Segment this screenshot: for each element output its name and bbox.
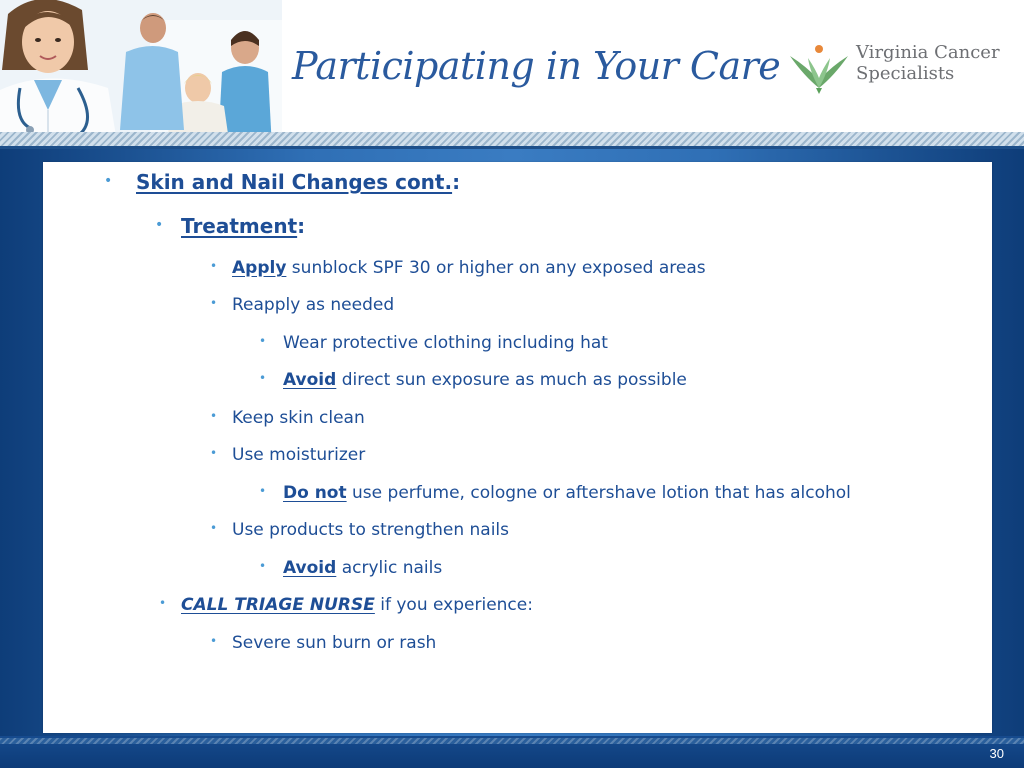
virginia-cancer-specialists-logo [786, 38, 1006, 98]
bullet-icon: • [155, 217, 164, 233]
bullet-icon: • [259, 559, 267, 573]
bullet-icon: • [104, 173, 113, 189]
bullet-icon: • [159, 596, 167, 610]
bullet-icon: • [259, 334, 267, 348]
reapply-text: Reapply as needed [232, 295, 395, 315]
bullet-icon: • [210, 296, 218, 310]
page-number: 30 [989, 746, 1004, 761]
logo-mark-icon [786, 38, 852, 98]
list-item [159, 595, 533, 615]
medical-staff-photo [0, 0, 282, 148]
list-item [104, 170, 461, 194]
slide-title: Participating in Your Care [292, 44, 781, 88]
logo-text [856, 42, 1000, 84]
list-item [259, 558, 443, 578]
call-triage-emphasis: CALL TRIAGE NURSE [181, 595, 375, 615]
bullet-icon: • [210, 446, 218, 460]
apply-text: sunblock SPF 30 or higher on any exposed areas [286, 258, 706, 278]
heading-colon: : [452, 170, 461, 194]
bullet-icon: • [210, 409, 218, 423]
keep-clean-text: Keep skin clean [232, 408, 365, 428]
bullet-icon: • [259, 371, 267, 385]
header-divider [0, 146, 1024, 149]
do-not-text: use perfume, cologne or aftershave lotion that has alcohol [346, 483, 851, 503]
list-item [259, 333, 608, 353]
products-text: Use products to strengthen nails [232, 520, 510, 540]
do-not-emphasis: Do not [283, 483, 347, 503]
apply-emphasis: Apply [232, 258, 287, 278]
list-item [259, 483, 851, 503]
bullet-icon: • [210, 259, 218, 273]
list-item [210, 520, 510, 540]
content-panel [43, 162, 992, 733]
list-item [155, 214, 306, 238]
avoid-text: acrylic nails [336, 558, 443, 578]
moisturizer-text: Use moisturizer [232, 445, 366, 465]
treatment-heading: Treatment [181, 214, 298, 238]
list-item [210, 408, 365, 428]
bullet-icon: • [259, 484, 267, 498]
call-triage-text: if you experience: [374, 595, 533, 615]
avoid-text: direct sun exposure as much as possible [336, 370, 687, 390]
bullet-icon: • [210, 521, 218, 535]
bullet-icon: • [210, 634, 218, 648]
avoid-emphasis: Avoid [283, 558, 337, 578]
footer-stripe [0, 738, 1024, 744]
wear-text: Wear protective clothing including hat [283, 333, 608, 353]
sunburn-text: Severe sun burn or rash [232, 633, 437, 653]
logo-line-2: Specialists [856, 63, 955, 84]
avoid-emphasis: Avoid [283, 370, 337, 390]
treatment-colon: : [297, 214, 306, 238]
list-item [259, 370, 687, 390]
list-item [210, 258, 706, 278]
list-item [210, 445, 366, 465]
header-photo [0, 0, 282, 148]
list-item [210, 295, 395, 315]
list-item [210, 633, 437, 653]
section-heading: Skin and Nail Changes cont. [136, 170, 453, 194]
logo-line-1: Virginia Cancer [856, 42, 1000, 63]
slide-header [0, 0, 1024, 148]
